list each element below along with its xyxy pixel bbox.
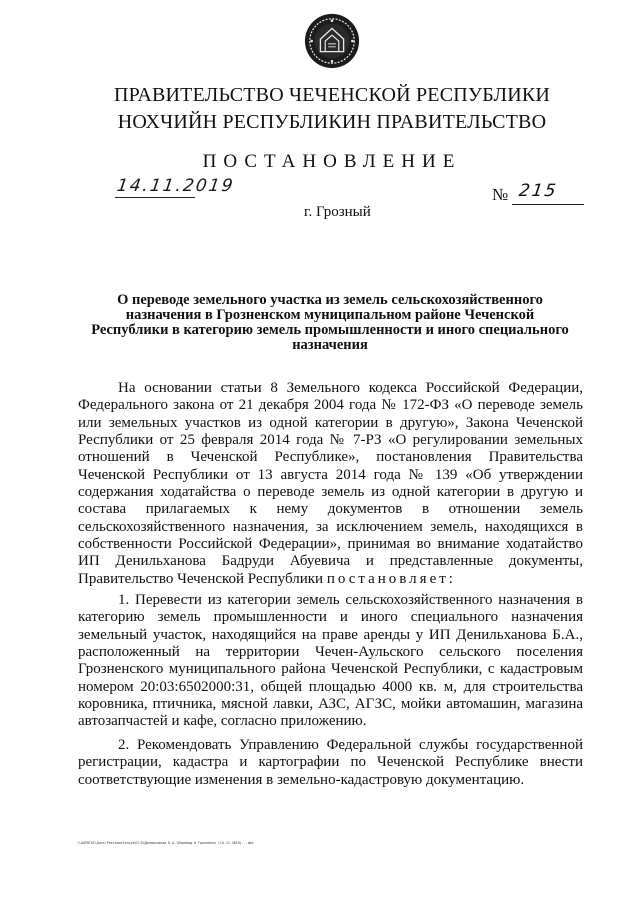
- coat-of-arms-emblem-icon: [303, 12, 361, 70]
- document-subject-heading: О переводе земельного участка из земель сельскохозяйственного назначения в Грозненском муниципальном районе Чеченской Республики в категорию земель промышленности и иного специального назначения: [91, 292, 569, 353]
- government-name-chechen: НОХЧИЙН РЕСПУБЛИКИН ПРАВИТЕЛЬСТВО: [117, 111, 547, 133]
- document-number-label: №: [492, 185, 509, 204]
- resolution-item-2-text: 2. Рекомендовать Управлению Федеральной службы государственной регистрации, кадастра и картографии по Чеченской Республике внести соответствующие изменения в земельно-кадастровую документацию.: [78, 737, 583, 788]
- number-underline: [512, 204, 584, 205]
- decree-word: постановляет:: [326, 570, 456, 587]
- document-number-handwritten: 215: [517, 181, 559, 201]
- file-path-footer: \\AUPOTOI\Docs\Postanovleniya\П.О\Денильханов Б.А.\Перевод в Грозненск (14.11.2019)...doc: [77, 841, 254, 845]
- document-city: г. Грозный: [304, 204, 371, 220]
- document-date-handwritten: 14.11.2019: [115, 176, 236, 196]
- date-underline: [115, 197, 195, 198]
- resolution-item-1: [78, 592, 583, 731]
- document-type-title: ПОСТАНОВЛЕНИЕ: [202, 151, 462, 172]
- resolution-item-2: [78, 737, 583, 789]
- resolution-item-1-text: 1. Перевести из категории земель сельскохозяйственного назначения в категорию земель промышленности и иного специального назначения земельный участок, находящийся на праве аренды у ИП Денильханова Б.А., расположенный на территории Чечен-Аульского сельского поселения Грозненского муниципального района Чеченской Республики, с кадастровым номером 20:03:6502000:31, общей площадью 4000 кв. м, для строительства коровника, птичника, мясной лавки, АЗС, АГЗС, мойки автомашин, магазина автозапчастей и кафе, согласно приложению.: [78, 592, 583, 730]
- preamble-text: На основании статьи 8 Земельного кодекса Российской Федерации, Федерального закона от 21 декабря 2004 года № 172-ФЗ «О переводе земель или земельных участков из одной категории в другую», Закона Чеченской Республики от 25 февраля 2014 года № 7-РЗ «О регулировании земельных отношений в Чеченской Республике», постановления Правительства Чеченской Республики от 13 августа 2014 года № 139 «Об утверждении содержания ходатайства о переводе земель из одной категории в другую и состава прилагаемых к нему документов в отношении земель сельскохозяйственного назначения, за исключением земель, находящихся в собственности Российской Федерации», принимая во внимание ходатайство ИП Денильханова Бадруди Абуевича и представленные документы, Правительство Чеченской Республики: [78, 380, 583, 587]
- preamble-paragraph: [78, 380, 583, 588]
- government-name-russian: ПРАВИТЕЛЬСТВО ЧЕЧЕНСКОЙ РЕСПУБЛИКИ: [113, 84, 551, 106]
